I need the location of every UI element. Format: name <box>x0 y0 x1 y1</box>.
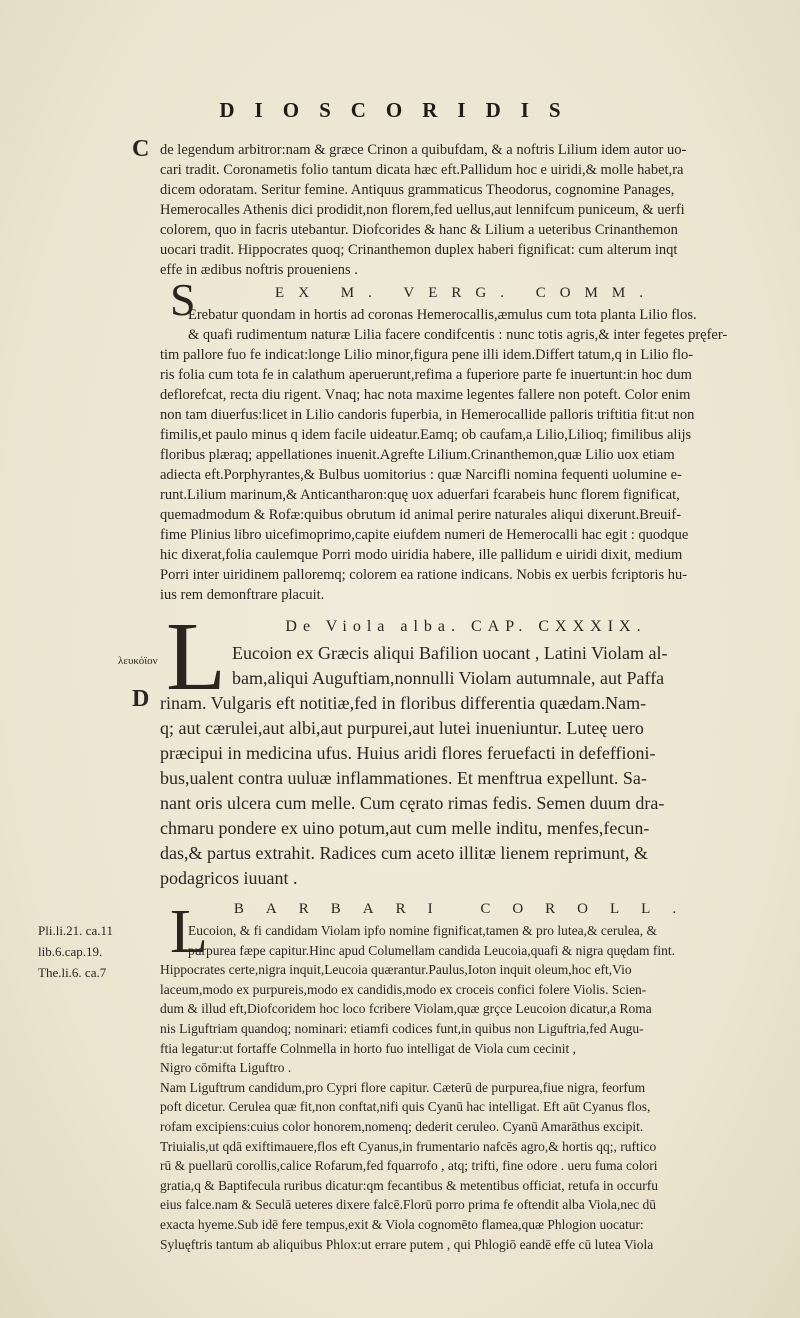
text-line: hic dixerat,folia caulemque Porri modo uiridia habere, ille pallidum e uiridi dixit, medium <box>160 547 683 563</box>
section-4-heading <box>160 897 772 921</box>
margin-ref-pliny: Pli.li.21. ca.11 <box>38 923 113 938</box>
text-line: dicem odoratam. Seritur femine. Antiquus grammaticus Theodorus, cognomine Panages, <box>160 182 675 198</box>
text-line: das,& partus extrahit. Radices cum aceto illitæ lienem reprimunt, & <box>160 843 648 863</box>
dropcap-s: S <box>170 274 196 325</box>
text-line: deflorefcat, recta diu rigent. Vnaq; hac nota maxime legentes fallere non poteft. Color enim <box>160 387 691 403</box>
text-line: Eucoion, & fi candidam Violam ipfo nomine fignificat,tamen & pro lutea,& cerulea, & <box>188 923 658 938</box>
text-line: nis Liguftriam quandoq; nominari: etiamfi codices funt,in quibus non Liguftria,fed Augu- <box>160 1020 644 1036</box>
text-line: Erebatur quondam in hortis ad coronas Hemerocallis,æmulus cum tota planta Lilio flos. <box>188 307 697 323</box>
text-line: Hemerocalles Athenis dici prodidit,non florem,fed uellus,aut lennifcum puniceum, & uerfi <box>160 202 685 218</box>
text-line: Eucoion ex Græcis aliqui Bafilion uocant , Latini Violam al- <box>232 643 668 663</box>
text-line: Porri inter uiridinem palloremq; colorem ea ratione indicans. Nobis ex uerbis fcriptoris hu- <box>160 567 688 583</box>
text-line: colorem, quo in facris utebantur. Diofcorides & hanc & Lilium a ueteribus Crinanthemon <box>160 222 678 238</box>
text-line: Syluęftris tantum ab aliquibus Phlox:ut errare putem , qui Phlogiō eandē effe cū lutea Viola <box>160 1236 654 1252</box>
text-line: q; aut cærulei,aut albi,aut purpurei,aut lutei inueniuntur. Luteę uero <box>160 718 644 738</box>
dropcap-l-barbari: L <box>170 898 208 966</box>
margin-letter-d: D <box>132 686 150 712</box>
commentary-heading: EX M. VERG. COMM. <box>275 285 657 301</box>
text-line: uocari tradit. Hippocrates quoq; Crinanthemon duplex haberi fignificat: cum alterum inqt <box>160 242 678 258</box>
text-line: Triuialis,ut qdā exiftimauere,flos eft Cyanus,in frumentario nafcēs agro,& hortis qq;, ruftico <box>160 1138 657 1154</box>
chapter-heading: De Viola alba. CAP. CXXXIX. <box>285 618 647 635</box>
text-line: podagricos iuuant . <box>160 868 298 888</box>
section-3-heading <box>160 615 772 639</box>
corollary-heading: BARBARI COROLL. <box>233 901 699 917</box>
text-line: runt.Lilium marinum,& Anticantharon:quę uox aduerfari fcarabeis hunc florem fignificat, <box>160 487 680 503</box>
text-line: ris folia cum tota fe in calathum aperuerunt,refima a fuperiore parte fe inuertunt:in hoc dum <box>160 367 692 383</box>
text-line: dum & illud eft,Diofcoridem hoc loco fcribere Violam,quæ grçce Leucoion dicatur,a Roma <box>160 1001 652 1017</box>
section-2-text <box>160 305 772 605</box>
text-line: floribus plæraq; appellationes inuenit.Agrefte Lilium.Crinanthemon,quæ Lilio uox etiam <box>160 447 675 463</box>
text-line: bus,ualent contra uuluæ inflammationes. Et menftrua expellunt. Sa- <box>160 768 647 788</box>
text-line: effe in ædibus noftris proueniens . <box>160 262 358 278</box>
text-line: non tam diuerfus:licet in Lilio candoris fuperbia, in Hemerocallide palloris triftitia fit:ut non <box>160 407 695 423</box>
text-line: rofam excipiens:cuius color honorem,nomenq; dederit ceruleo. Cyanū Amarāthus excipit. <box>160 1118 644 1134</box>
text-line: rū & puellarū corollis,calice Rofarum,fed fquarrofo , atq; trifti, fine odore . ueru fuma colori <box>160 1158 658 1174</box>
text-line: cari tradit. Coronametis folio tantum dicata hæc eft.Pallidum hoc e uiridi,& molle habet,ra <box>160 162 684 178</box>
text-line: purpurea fæpe capitur.Hinc apud Columellam candida Leucoia,quafi & nigra quędam fint. <box>188 942 675 958</box>
margin-letter-c: C <box>132 136 150 162</box>
text-line: rinam. Vulgaris eft notitiæ,fed in floribus differentia quædam.Nam- <box>160 693 647 713</box>
text-line: ius rem demonftrare placuit. <box>160 587 325 603</box>
margin-greek-note: λευκόϊον <box>118 655 158 667</box>
text-line: adiecta eft.Porphyrantes,& Bulbus uomitorius : quæ Narcifli nomina fequenti uolumine e- <box>160 467 682 483</box>
text-line: ftia legatur:ut fortaffe Colnmella in horto fuo intelligat de Viola cum cecinit , <box>160 1040 576 1056</box>
text-line: de legendum arbitror:nam & græce Crinon a quibufdam, & a noftris Lilium idem autor uo- <box>160 142 687 158</box>
text-line: quemadmodum & Rofæ:quibus obrutum id animal perire naturales aliqui dixerunt.Breuif- <box>160 507 682 523</box>
text-line: poft dicetur. Cerulea quæ fit,non conftat,nifi quis Cyanū hac intelligat. Eft aūt Cyanus flos, <box>160 1099 651 1115</box>
text-line: laceum,modo ex purpureis,modo ex candidis,modo ex croceis confici folere Violis. Scien- <box>160 981 647 997</box>
text-line: bam,aliqui Auguftiam,nonnulli Violam autumnale, aut Paffa <box>232 668 665 688</box>
margin-ref-columella: lib.6.cap.19. <box>38 944 103 959</box>
text-line: tim pallore fuo fe indicat:longe Lilio minor,figura pene illi idem.Differt tatum,q in Lilio flo- <box>160 347 694 363</box>
text-line: fimilis,et paulo minus q idem facile uideatur.Eamq; ob caufam,a Lilio,Lilioq; fimilibus alijs <box>160 427 692 443</box>
text-line: nant oris ulcera cum melle. Cum cęrato rimas fedis. Semen duum dra- <box>160 793 665 813</box>
text-line: Hippocrates certe,nigra inquit,Leucoia quærantur.Paulus,Ioton inquit oleum,hoc eft,Vio <box>160 962 632 978</box>
text-line: gratia,q & Baptifecula ruribus dicatur:qm fecantibus & metentibus officiat, retufa in occurfu <box>160 1177 658 1193</box>
text-line: Nigro cōmifta Liguftro . <box>160 1060 292 1076</box>
text-line: præcipui in medicina ufus. Huius aridi flores feruefacti in defeffioni- <box>160 743 656 763</box>
text-line: & quafi rudimentum naturæ Lilia facere condifcentis : nunc totis agris,& inter fegetes pręfer- <box>188 327 728 343</box>
running-head: DIOSCORIDIS <box>219 98 581 122</box>
section-4-text <box>160 921 772 1254</box>
margin-ref-theophrastus: The.li.6. ca.7 <box>38 965 107 980</box>
section-2-heading <box>160 281 772 305</box>
text-line: fime Plinius libro uicefimoprimo,capite eiufdem numeri de Hemerocalli hac egit : quodque <box>160 527 689 543</box>
text-line: exacta hyeme.Sub idē fere tempus,exit & Viola cognomēto flamea,quæ Phlogion uocatur: <box>160 1216 644 1232</box>
text-line: eius falce.nam & Seculā ueteres dixere falcē.Florū porro prima fe oftendit alba Viola,nec dū <box>160 1197 656 1213</box>
section-1-text <box>160 140 772 280</box>
text-line: Nam Liguftrum candidum,pro Cypri flore capitur. Cæterū de purpurea,fiue nigra, feorfum <box>160 1079 646 1095</box>
dropcap-l-viola: L <box>166 603 226 711</box>
text-line: chmaru pondere ex uino potum,aut cum melle inditu, menfes,fecun- <box>160 818 650 838</box>
section-3-text <box>160 641 772 891</box>
